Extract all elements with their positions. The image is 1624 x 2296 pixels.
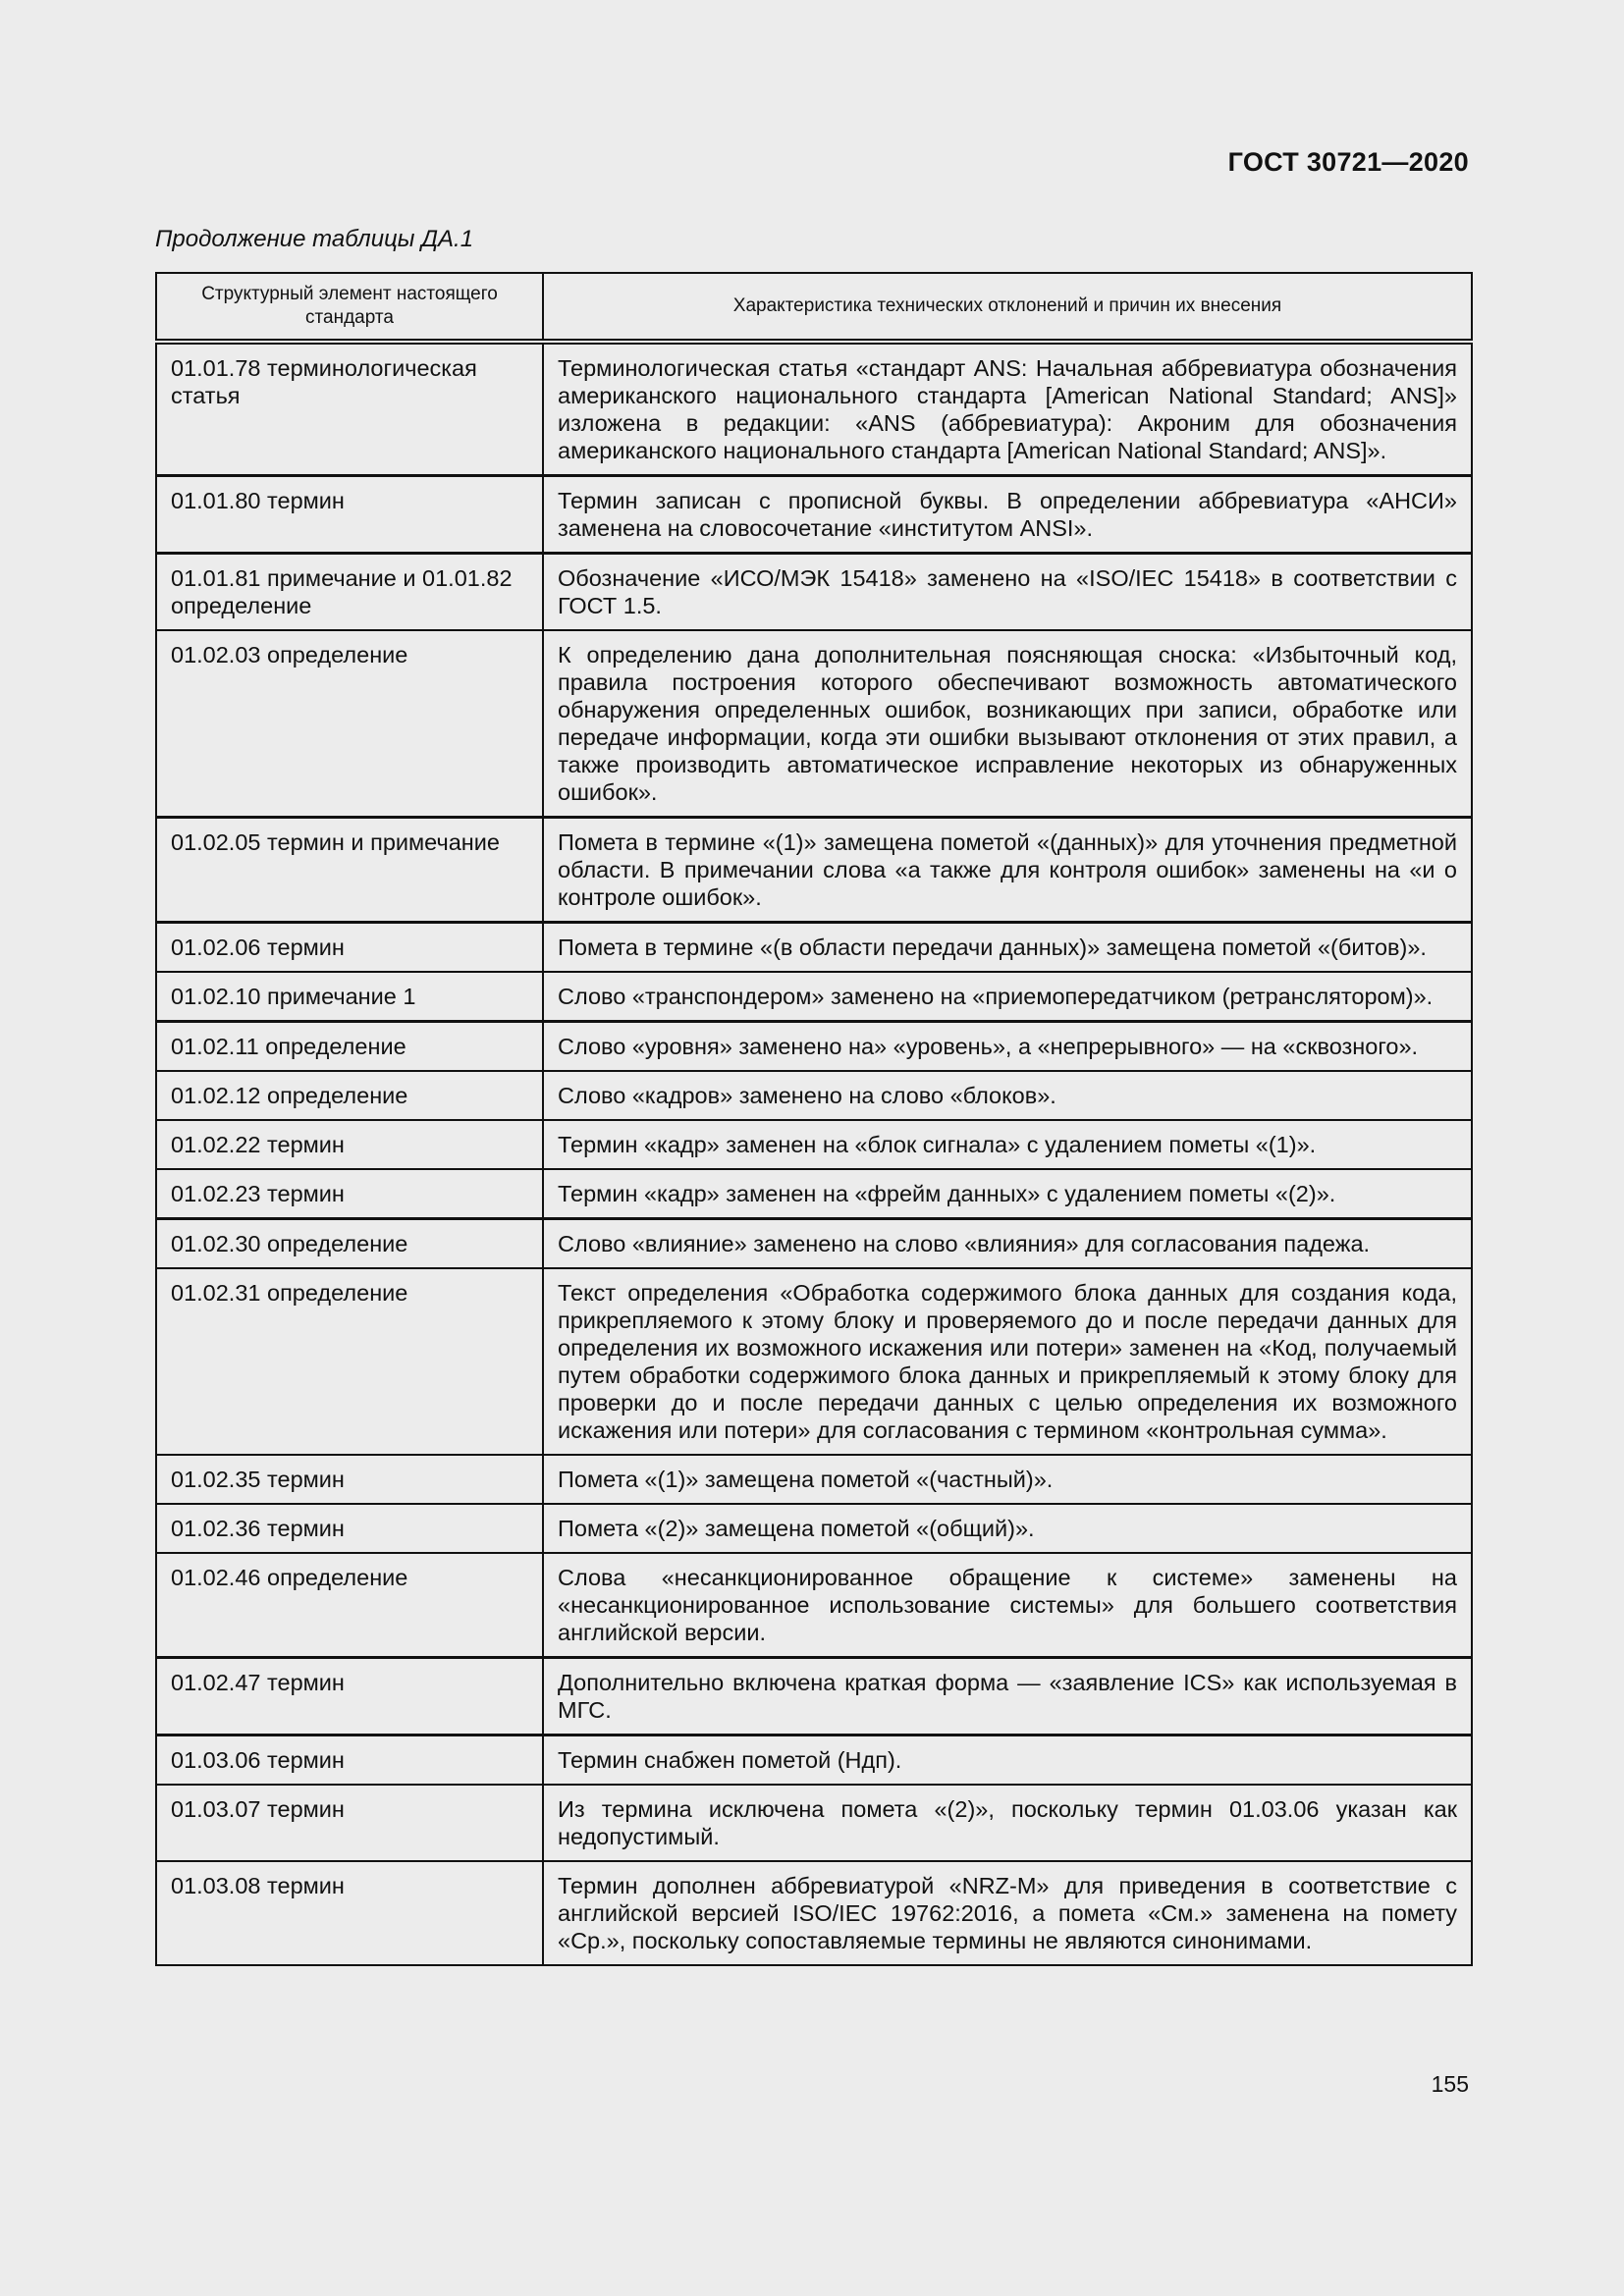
row-description: Помета «(1)» замещена пометой «(частный)». (543, 1455, 1472, 1504)
table-caption: Продолжение таблицы ДА.1 (155, 226, 474, 252)
row-description: Слово «кадров» заменено на слово «блоков». (543, 1071, 1472, 1120)
table-row (156, 1658, 1472, 1735)
row-description: Слово «влияние» заменено на слово «влияния» для согласования падежа. (543, 1219, 1472, 1269)
row-description: Слова «несанкционированное обращение к системе» заменены на «несанкционированное использование системы» для большего соответствия английской версии. (543, 1553, 1472, 1658)
row-description: Обозначение «ИСО/МЭК 15418» заменено на «ISO/IEC 15418» в соответствии с ГОСТ 1.5. (543, 554, 1472, 631)
table-row (156, 1169, 1472, 1219)
row-element: 01.02.30 определение (156, 1219, 543, 1269)
row-element: 01.01.80 термин (156, 476, 543, 554)
row-description: Помета в термине «(1)» замещена пометой «(данных)» для уточнения предметной области. В примечании слова «а также для контроля ошибок» заменены на «и о контроле ошибок». (543, 818, 1472, 923)
row-element: 01.02.12 определение (156, 1071, 543, 1120)
row-element: 01.02.31 определение (156, 1268, 543, 1455)
row-description: Терминологическая статья «стандарт ANS: Начальная аббревиатура обозначения американского национального стандарта [American National Standard; ANS]» изложена в редакции: «ANS (аббревиатура): Акроним для обозначения американского национального стандарта [American National Standard; ANS]». (543, 342, 1472, 476)
row-element: 01.01.81 примечание и 01.01.82 определение (156, 554, 543, 631)
row-element: 01.02.47 термин (156, 1658, 543, 1735)
row-description: Дополнительно включена краткая форма — «заявление ICS» как используемая в МГС. (543, 1658, 1472, 1735)
row-element: 01.02.05 термин и примечание (156, 818, 543, 923)
table-row (156, 1553, 1472, 1658)
row-element: 01.02.23 термин (156, 1169, 543, 1219)
row-description: Слово «транспондером» заменено на «приемопередатчиком (ретранслятором)». (543, 972, 1472, 1022)
table-row (156, 1861, 1472, 1965)
row-element: 01.02.46 определение (156, 1553, 543, 1658)
row-description: Помета в термине «(в области передачи данных)» замещена пометой «(битов)». (543, 923, 1472, 973)
row-description: Слово «уровня» заменено на» «уровень», а «непрерывного» — на «сквозного». (543, 1022, 1472, 1072)
row-element: 01.01.78 терминологическая статья (156, 342, 543, 476)
row-description: К определению дана дополнительная поясняющая сноска: «Избыточный код, правила построения которого обеспечивают возможность автоматического обнаружения определенных ошибок, возникающих при записи, обработке или передаче информации, когда эти ошибки вызывают отклонения от этих правил, а также производить автоматическое исправление некоторых из обнаруженных ошибок». (543, 630, 1472, 818)
row-element: 01.03.08 термин (156, 1861, 543, 1965)
table-row (156, 630, 1472, 818)
table-row (156, 1268, 1472, 1455)
table-row (156, 1219, 1472, 1269)
table-row (156, 1504, 1472, 1553)
table-row (156, 1071, 1472, 1120)
document-code: ГОСТ 30721—2020 (1227, 147, 1469, 177)
table-row (156, 476, 1472, 554)
row-element: 01.02.06 термин (156, 923, 543, 973)
table-row (156, 1785, 1472, 1861)
row-element: 01.03.06 термин (156, 1735, 543, 1786)
row-description: Термин записан с прописной буквы. В определении аббревиатура «АНСИ» заменена на словосочетание «институтом ANSI». (543, 476, 1472, 554)
table-row (156, 1022, 1472, 1072)
row-description: Термин «кадр» заменен на «фрейм данных» с удалением пометы «(2)». (543, 1169, 1472, 1219)
row-element: 01.02.36 термин (156, 1504, 543, 1553)
table-header-row (156, 273, 1472, 342)
row-description: Термин «кадр» заменен на «блок сигнала» с удалением пометы «(1)». (543, 1120, 1472, 1169)
row-element: 01.03.07 термин (156, 1785, 543, 1861)
row-element: 01.02.10 примечание 1 (156, 972, 543, 1022)
row-element: 01.02.11 определение (156, 1022, 543, 1072)
table-row (156, 1455, 1472, 1504)
column-header-element: Структурный элемент настоящего стандарта (156, 273, 543, 342)
table-row (156, 1120, 1472, 1169)
table-row (156, 342, 1472, 476)
row-element: 01.02.03 определение (156, 630, 543, 818)
row-description: Термин снабжен пометой (Ндп). (543, 1735, 1472, 1786)
row-element: 01.02.22 термин (156, 1120, 543, 1169)
row-description: Термин дополнен аббревиатурой «NRZ-M» для приведения в соответствие с английской версией ISO/IEC 19762:2016, а помета «См.» заменена на помету «Ср.», поскольку сопоставляемые термины не являются синонимами. (543, 1861, 1472, 1965)
row-description: Текст определения «Обработка содержимого блока данных для создания кода, прикрепляемого к этому блоку и проверяемого до и после передачи данных для определения их возможного искажения или потери» заменен на «Код, получаемый путем обработки содержимого блока данных и прикрепляемый к этому блоку для проверки до и после передачи данных с целью определения их возможного искажения или потери» для согласования с термином «контрольная сумма». (543, 1268, 1472, 1455)
table-row (156, 818, 1472, 923)
table-row (156, 1735, 1472, 1786)
row-description: Из термина исключена помета «(2)», поскольку термин 01.03.06 указан как недопустимый. (543, 1785, 1472, 1861)
row-description: Помета «(2)» замещена пометой «(общий)». (543, 1504, 1472, 1553)
column-header-description: Характеристика технических отклонений и причин их внесения (543, 273, 1472, 342)
page-number: 155 (1431, 2071, 1469, 2097)
row-element: 01.02.35 термин (156, 1455, 543, 1504)
table-row (156, 554, 1472, 631)
table-row (156, 972, 1472, 1022)
deviations-table (155, 272, 1473, 1966)
table-row (156, 923, 1472, 973)
